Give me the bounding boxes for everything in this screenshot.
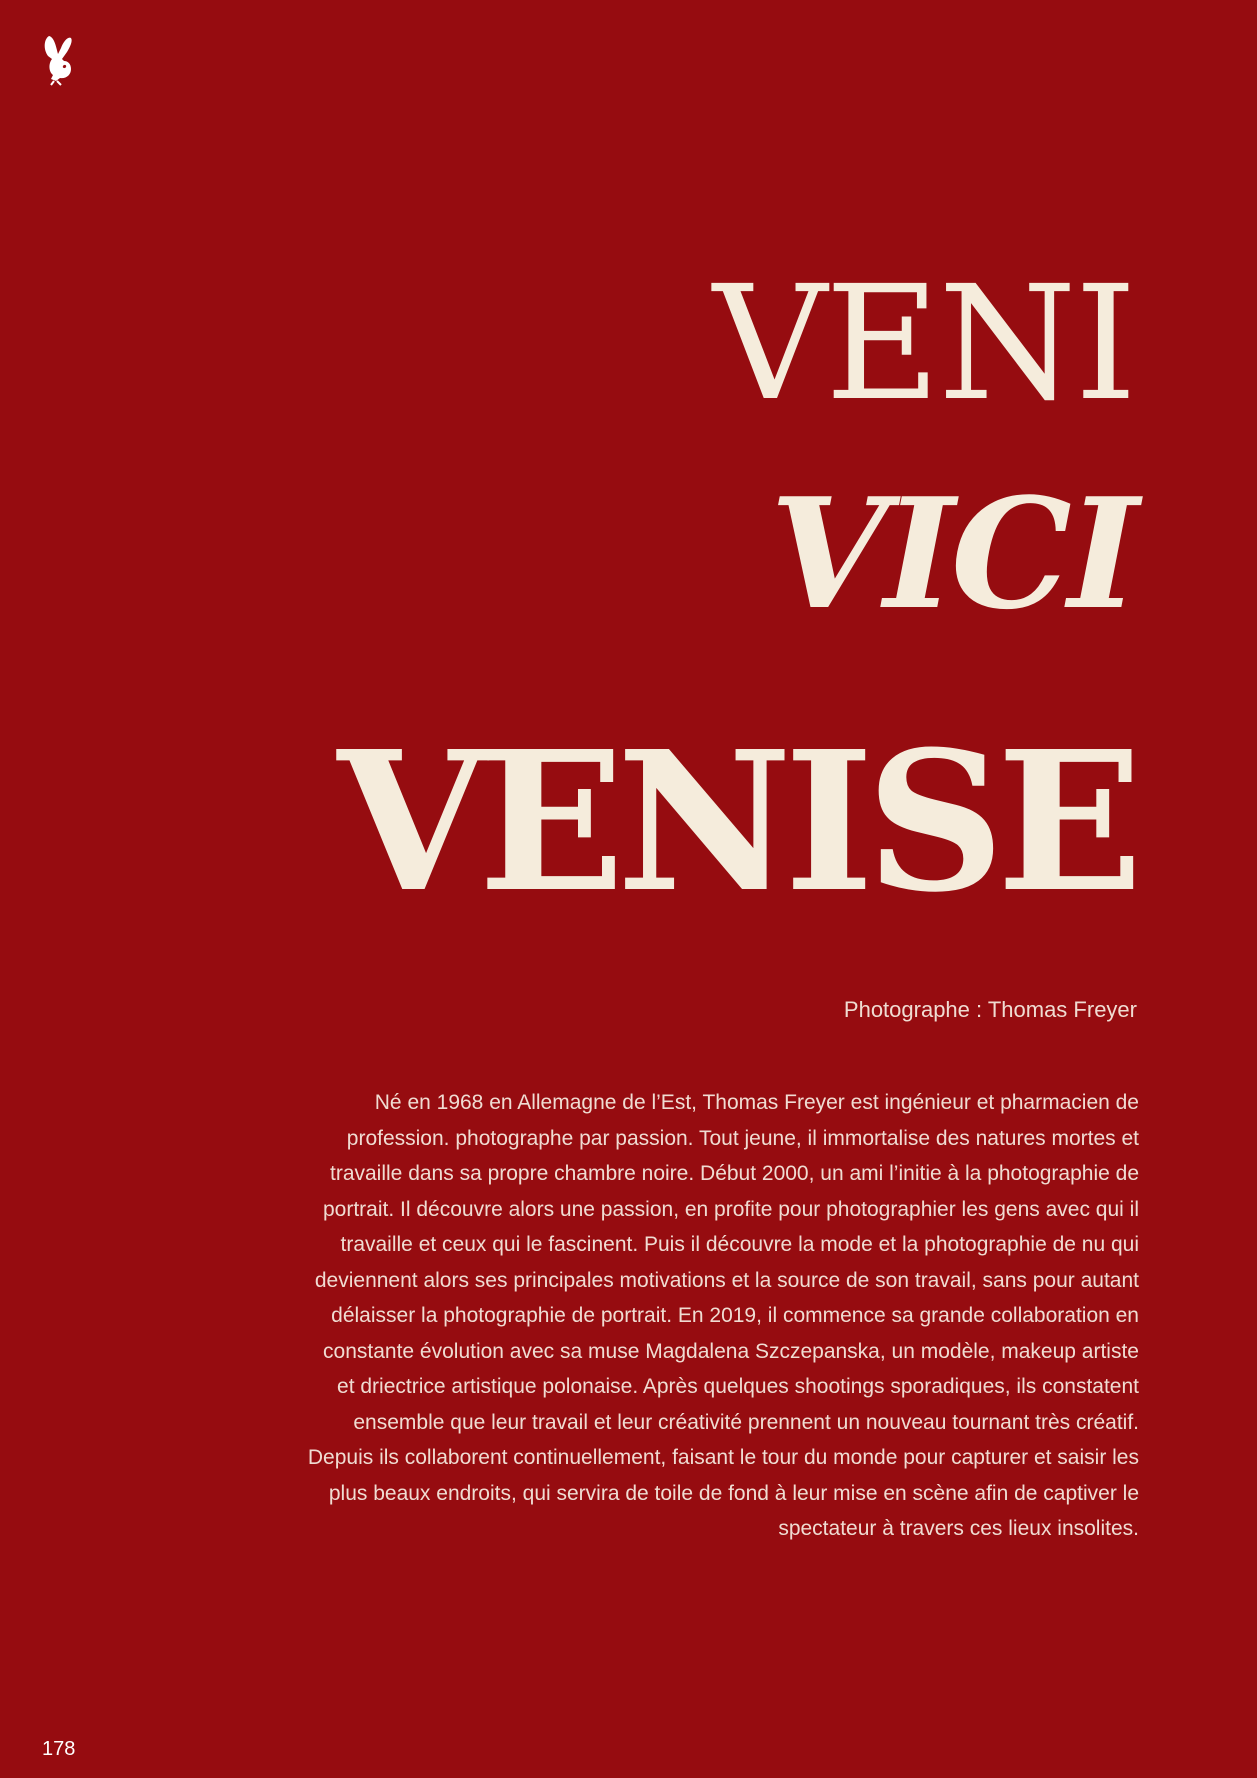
bio-line: deviennent alors ses principales motivations et la source de son travail, sans pour autant bbox=[314, 1268, 1139, 1292]
title-veni: VENI bbox=[712, 252, 1135, 436]
bio-line: constante évolution avec sa muse Magdalena Szczepanska, un modèle, makeup artiste bbox=[323, 1339, 1139, 1363]
bio-paragraph bbox=[308, 1085, 1139, 1547]
bunny-head-icon bbox=[40, 34, 78, 86]
page-number: 178 bbox=[42, 1738, 76, 1760]
bio-line: et driectrice artistique polonaise. Après quelques shootings sporadiques, ils constatent bbox=[337, 1375, 1139, 1398]
bio-line: travaille et ceux qui le fascinent. Puis il découvre la mode et la photographie de nu qui bbox=[340, 1233, 1139, 1256]
bio-line: portrait. Il découvre alors une passion, en profite pour photographier les gens avec qui il bbox=[323, 1197, 1139, 1221]
bio-line: Né en 1968 en Allemagne de l’Est, Thomas Freyer est ingénieur et pharmacien de bbox=[374, 1091, 1139, 1114]
bio-line: Depuis ils collaborent continuellement, faisant le tour du monde pour capturer et saisir les bbox=[307, 1446, 1139, 1469]
bio-line: travaille dans sa propre chambre noire. Début 2000, un ami l’initie à la photographie de bbox=[330, 1162, 1139, 1185]
photographer-credit: Photographe : Thomas Freyer bbox=[843, 997, 1137, 1022]
title-vici: VICI bbox=[769, 464, 1135, 643]
bio-line: ensemble que leur travail et leur créativité prennent un nouveau tournant très créatif. bbox=[353, 1410, 1139, 1434]
title-venise: VENISE bbox=[337, 710, 1135, 935]
bio-line: profession. photographe par passion. Tout jeune, il immortalise des natures mortes et bbox=[346, 1126, 1139, 1150]
bio-line: délaisser la photographie de portrait. En 2019, il commence sa grande collaboration en bbox=[331, 1304, 1139, 1327]
bio-line: plus beaux endroits, qui servira de toile de fond à leur mise en scène afin de captiver le bbox=[328, 1481, 1139, 1505]
bio-line: spectateur à travers ces lieux insolites. bbox=[778, 1517, 1139, 1540]
